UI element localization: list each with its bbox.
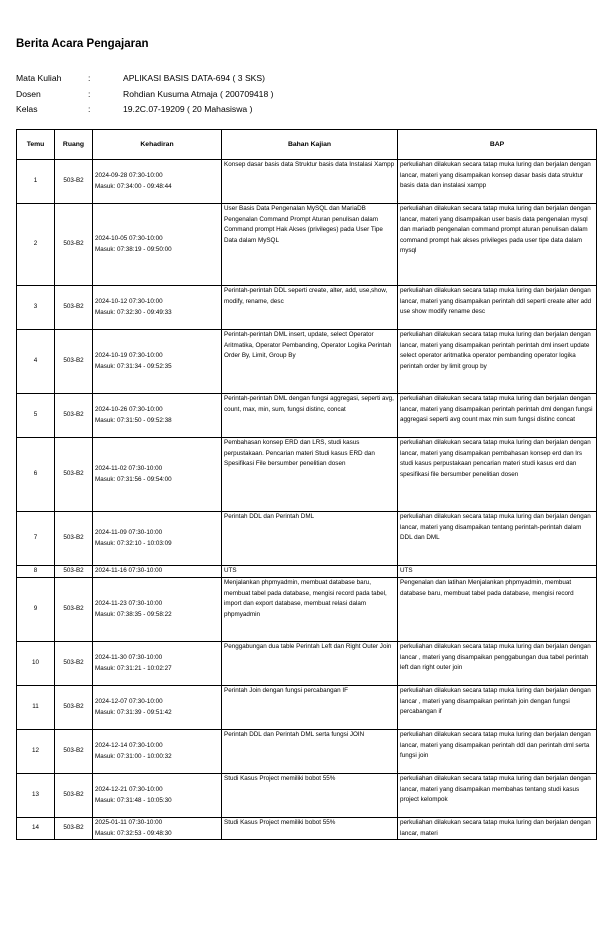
cell-kehadiran [93,438,222,512]
schedule-time: 2024-11-30 07:30-10:00 [95,654,163,661]
schedule-time: 2024-11-23 07:30-10:00 [95,600,163,607]
table-row [17,686,597,730]
cell-kehadiran [93,286,222,330]
attendance-time: Masuk: 07:38:19 - 09:50:00 [95,245,172,253]
document-title: Berita Acara Pengajaran [16,38,149,50]
cell-temu: 14 [17,818,55,840]
course-info-row [16,102,274,118]
cell-bap: perkuliahan dilakukan secara tatap muka luring dan berjalan dengan lancar, materi yang disampaikan perintah perintah dml insert update select operator aritmatika operator pembanding operator logika perintah order by limit group by [398,330,597,394]
cell-ruang: 503-B2 [55,160,93,204]
table-row [17,330,597,394]
cell-bap: perkuliahan dilakukan secara tatap muka luring dan berjalan dengan lancar, materi yang disampaikan perintah ddl seperti create alter add use show modify rename desc [398,286,597,330]
header-temu: Temu [17,130,55,160]
cell-temu: 2 [17,204,55,286]
table-row [17,566,597,578]
lecturer-value: Rohdian Kusuma Atmaja ( 200709418 ) [123,88,274,99]
cell-temu: 3 [17,286,55,330]
cell-kehadiran [93,204,222,286]
cell-bap: perkuliahan dilakukan secara tatap muka luring dan berjalan dengan lancar , materi yang disampaikan penggabungan dua tabel perintah left dan right outer join [398,642,597,686]
course-info-row [16,71,274,87]
cell-ruang: 503-B2 [55,774,93,818]
cell-bahan-kajian: Penggabungan dua table Perintah Left dan Right Outer Join [222,642,398,686]
cell-temu: 7 [17,512,55,566]
cell-temu: 12 [17,730,55,774]
lecturer-label: Dosen [16,88,41,99]
table-header-row [17,130,597,160]
schedule-time: 2025-01-11 07:30-10:00 [95,819,163,826]
schedule-time: 2024-11-09 07:30-10:00 [95,529,163,536]
cell-bap: perkuliahan dilakukan secara tatap muka luring dan berjalan dengan lancar, materi yang disampaikan konsep dasar basis data struktur basis data dan instalasi xampp [398,160,597,204]
class-colon: : [88,104,91,114]
teaching-log-table [16,129,597,840]
class-label: Kelas [16,104,38,114]
cell-kehadiran [93,566,222,578]
cell-bap: perkuliahan dilakukan secara tatap muka luring dan berjalan dengan lancar, materi yang disampaikan tentang perintah-perintah dalam DDL dan DML [398,512,597,566]
cell-bahan-kajian: Pembahasan konsep ERD dan LRS, studi kasus perpustakaan. Pencarian materi Studi kasus ERD dan Spesifikasi File bersumber penelitian dosen [222,438,398,512]
cell-bap: perkuliahan dilakukan secara tatap muka luring dan berjalan dengan lancar, materi [398,818,597,840]
cell-bap: UTS [398,566,597,578]
cell-bap: perkuliahan dilakukan secara tatap muka luring dan berjalan dengan lancar, materi yang disampaikan membahas tentang studi kasus project kelompok [398,774,597,818]
attendance-time: Masuk: 07:31:21 - 10:02:27 [95,664,172,672]
attendance-time: Masuk: 07:31:48 - 10:05:30 [95,796,172,804]
cell-bap: perkuliahan dilakukan secara tatap muka luring dan berjalan dengan lancar, materi yang disampaikan user basis data pengenalan mysql dan mariadb pengenalan command prompt aturan penulisan dalam command prompt hak akses privileges pada user tipe data dalam mysql [398,204,597,286]
table-row [17,512,597,566]
attendance-time: Masuk: 07:31:56 - 09:54:00 [95,475,172,483]
attendance-time: Masuk: 07:38:35 - 09:58:22 [95,610,172,618]
schedule-time: 2024-09-28 07:30-10:00 [95,172,163,179]
cell-ruang: 503-B2 [55,330,93,394]
cell-kehadiran [93,330,222,394]
cell-bap: perkuliahan dilakukan secara tatap muka luring dan berjalan dengan lancar , materi yang disampaikan perintah join dengan fungsi percabangan if [398,686,597,730]
cell-bahan-kajian: Perintah-perintah DML insert, update, select Operator Aritmatika, Operator Pembanding, Operator Logika Perintah Order By, Limit, Group By [222,330,398,394]
cell-ruang: 503-B2 [55,512,93,566]
cell-temu: 6 [17,438,55,512]
course-colon: : [88,73,91,83]
cell-temu: 9 [17,578,55,642]
cell-bahan-kajian: Perintah-perintah DDL seperti create, alter, add, use,show, modify, rename, desc [222,286,398,330]
attendance-time: Masuk: 07:32:30 - 09:49:33 [95,308,172,316]
cell-bap: perkuliahan dilakukan secara tatap muka luring dan berjalan dengan lancar, materi yang disampaikan pembahasan konsep erd dan lrs studi kasus perpustakaan pencarian materi studi kasus erd dan spesifikasi file bersumber penelitian dosen [398,438,597,512]
schedule-time: 2024-12-21 07:30-10:00 [95,786,163,793]
schedule-time: 2024-11-02 07:30-10:00 [95,465,163,472]
header-ruang: Ruang [55,130,93,160]
cell-temu: 1 [17,160,55,204]
header-bap: BAP [398,130,597,160]
lecturer-colon: : [88,88,91,99]
cell-bap: perkuliahan dilakukan secara tatap muka luring dan berjalan dengan lancar, materi yang disampaikan perintah perintah dml dengan fungsi aggregasi seperti avg count max min sum fungsi distinc concat [398,394,597,438]
cell-temu: 13 [17,774,55,818]
cell-kehadiran [93,818,222,840]
cell-bahan-kajian: Perintah-perintah DML dengan fungsi aggregasi, seperti avg, count, max, min, sum, fungsi distinc, concat [222,394,398,438]
table-row [17,438,597,512]
cell-bahan-kajian: Studi Kasus Project memiliki bobot 55% [222,774,398,818]
cell-kehadiran [93,160,222,204]
cell-bahan-kajian: Studi Kasus Project memiliki bobot 55% [222,818,398,840]
header-kehadiran: Kehadiran [93,130,222,160]
attendance-time: Masuk: 07:31:39 - 09:51:42 [95,708,172,716]
cell-ruang: 503-B2 [55,286,93,330]
cell-kehadiran [93,686,222,730]
cell-ruang: 503-B2 [55,686,93,730]
course-label: Mata Kuliah [16,73,62,83]
cell-bap: perkuliahan dilakukan secara tatap muka luring dan berjalan dengan lancar, materi yang disampaikan perintah ddl dan perintah dml serta fungsi join [398,730,597,774]
schedule-time: 2024-12-07 07:30-10:00 [95,698,163,705]
table-row [17,818,597,840]
header-bahan-kajian: Bahan Kajian [222,130,398,160]
cell-kehadiran [93,512,222,566]
schedule-time: 2024-10-19 07:30-10:00 [95,352,163,359]
cell-ruang: 503-B2 [55,578,93,642]
cell-bahan-kajian: UTS [222,566,398,578]
attendance-time: Masuk: 07:32:10 - 10:03:09 [95,539,172,547]
course-info-row [16,87,274,103]
table-row [17,160,597,204]
table-row [17,286,597,330]
table-row [17,774,597,818]
cell-bahan-kajian: Perintah DDL dan Perintah DML [222,512,398,566]
cell-ruang: 503-B2 [55,204,93,286]
attendance-time: Masuk: 07:32:53 - 09:48:30 [95,829,172,837]
schedule-time: 2024-10-12 07:30-10:00 [95,298,163,305]
schedule-time: 2024-10-05 07:30-10:00 [95,235,163,242]
table-row [17,642,597,686]
cell-ruang: 503-B2 [55,438,93,512]
cell-bahan-kajian: Menjalankan phpmyadmin, membuat database baru, membuat tabel pada database, mengisi record pada tabel, import dan export database, membuat relasi dalam phpmyadmin [222,578,398,642]
attendance-time: Masuk: 07:31:50 - 09:52:38 [95,416,172,424]
attendance-time: Masuk: 07:31:00 - 10:00:32 [95,752,172,760]
cell-ruang: 503-B2 [55,642,93,686]
cell-kehadiran [93,578,222,642]
cell-ruang: 503-B2 [55,394,93,438]
table-row [17,730,597,774]
cell-kehadiran [93,774,222,818]
cell-kehadiran [93,642,222,686]
course-info [16,71,274,118]
cell-temu: 4 [17,330,55,394]
cell-kehadiran [93,394,222,438]
cell-ruang: 503-B2 [55,566,93,578]
cell-temu: 11 [17,686,55,730]
cell-temu: 10 [17,642,55,686]
cell-bahan-kajian: Perintah Join dengan fungsi percabangan IF [222,686,398,730]
attendance-time: Masuk: 07:34:00 - 09:48:44 [95,182,172,190]
schedule-time: 2024-12-14 07:30-10:00 [95,742,163,749]
class-value: 19.2C.07-19209 ( 20 Mahasiswa ) [123,104,253,114]
course-value: APLIKASI BASIS DATA-694 ( 3 SKS) [123,73,266,83]
attendance-time: Masuk: 07:31:34 - 09:52:35 [95,362,172,370]
schedule-time: 2024-11-16 07:30-10:00 [95,567,163,575]
cell-bahan-kajian: User Basis Data Pengenalan MySQL dan MariaDB Pengenalan Command Prompt Aturan penulisan dalam Command prompt Hak Akses (privileges) pada User Tipe Data dalam MySQL [222,204,398,286]
cell-kehadiran [93,730,222,774]
cell-temu: 8 [17,566,55,578]
cell-temu: 5 [17,394,55,438]
table-row [17,204,597,286]
table-row [17,394,597,438]
cell-bahan-kajian: Konsep dasar basis data Struktur basis data Instalasi Xampp [222,160,398,204]
cell-bahan-kajian: Perintah DDL dan Perintah DML serta fungsi JOIN [222,730,398,774]
table-row [17,578,597,642]
cell-ruang: 503-B2 [55,818,93,840]
cell-bap: Pengenalan dan latihan Menjalankan phpmyadmin, membuat database baru, membuat tabel pada database, mengisi record [398,578,597,642]
schedule-time: 2024-10-26 07:30-10:00 [95,406,163,413]
cell-ruang: 503-B2 [55,730,93,774]
